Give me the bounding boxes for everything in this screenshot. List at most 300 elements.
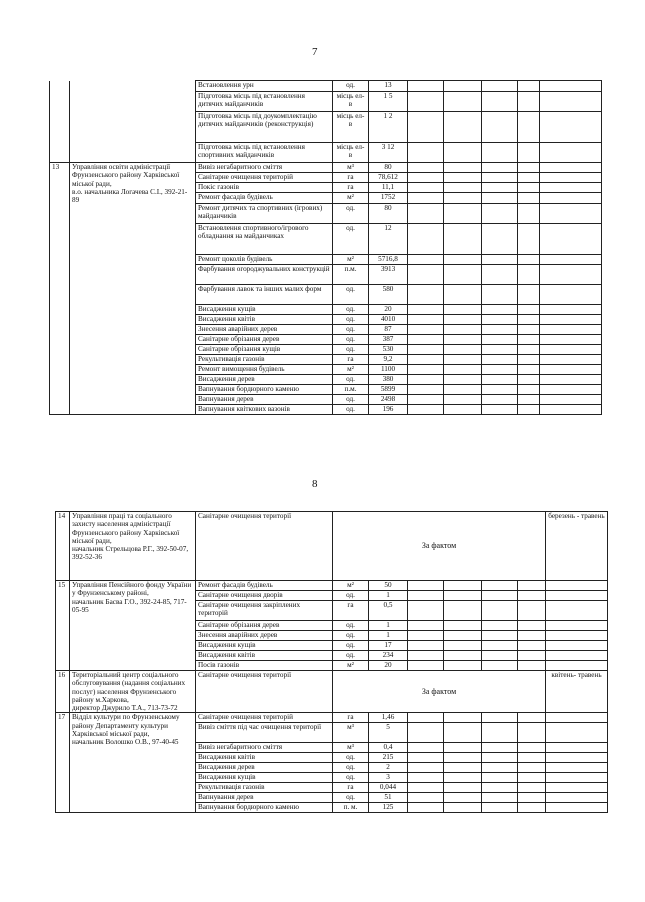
work-cell: Санітарне обрізання кущів: [196, 345, 333, 355]
work-cell: Висадження дерев: [196, 375, 333, 385]
work-cell: Санітарне очищення дворів: [196, 591, 333, 601]
quantity-cell: 5716,8: [369, 255, 408, 265]
quantity-cell: 1: [369, 631, 408, 641]
empty-cell: [546, 723, 608, 743]
empty-cell: [518, 803, 546, 813]
empty-cell: [408, 143, 444, 163]
quantity-cell: 11,1: [369, 183, 408, 193]
work-cell: Висадження кущів: [196, 305, 333, 315]
empty-cell: [518, 793, 546, 803]
work-cell: Ремонт дитячих та спортивних (ігрових) майданчиків: [196, 204, 333, 224]
empty-cell: [482, 315, 518, 325]
number-cell: 16: [56, 671, 70, 713]
empty-cell: [518, 193, 540, 204]
organization-name: Управління праці та соціального захисту населення адміністрації Фрунзенського району Харківської міської ради,: [72, 512, 180, 545]
empty-cell: [444, 405, 482, 415]
unit-cell: м³: [333, 723, 369, 743]
empty-cell: [482, 204, 518, 224]
unit-cell: м²: [333, 255, 369, 265]
empty-cell: [444, 803, 482, 813]
empty-cell: [408, 753, 444, 763]
empty-cell: [540, 163, 602, 173]
empty-cell: [408, 163, 444, 173]
quantity-cell: 5899: [369, 385, 408, 395]
empty-cell: [444, 92, 482, 112]
work-cell: Підготовка місць під встановлення спортивних майданчиків: [196, 143, 333, 163]
empty-cell: [408, 92, 444, 112]
empty-cell: [540, 204, 602, 224]
empty-cell: [482, 601, 518, 621]
empty-cell: [444, 335, 482, 345]
work-cell: Ремонт цоколів будівель: [196, 255, 333, 265]
empty-cell: [482, 173, 518, 183]
empty-cell: [444, 193, 482, 204]
number-cell: 13: [50, 163, 70, 415]
empty-cell: [482, 753, 518, 763]
empty-cell: [482, 395, 518, 405]
empty-cell: [482, 92, 518, 112]
empty-cell: [482, 385, 518, 395]
empty-cell: [518, 365, 540, 375]
quantity-cell: 1,46: [369, 713, 408, 723]
empty-cell: [546, 743, 608, 753]
period-cell: березень - травень: [546, 512, 608, 581]
empty-cell: [518, 631, 546, 641]
quantity-cell: 1100: [369, 365, 408, 375]
unit-cell: од.: [333, 773, 369, 783]
empty-cell: [518, 325, 540, 335]
empty-cell: [444, 315, 482, 325]
empty-cell: [540, 355, 602, 365]
quantity-cell: 0,4: [369, 743, 408, 753]
empty-cell: [408, 285, 444, 305]
work-cell: Рекультивація газонів: [196, 355, 333, 365]
quantity-cell: 13: [369, 81, 408, 92]
quantity-cell: 9,2: [369, 355, 408, 365]
empty-cell: [518, 183, 540, 193]
organization-name: Територіальний центр соціального обслуговування (надання соціальних послуг) населення Фрунзенського району м.Харкова,: [72, 671, 186, 704]
table-row: [50, 163, 602, 173]
work-cell: Санітарне очищення території: [196, 512, 333, 581]
unit-cell: п. м.: [333, 803, 369, 813]
empty-cell: [408, 713, 444, 723]
work-cell: Знесення аварійних дерев: [196, 325, 333, 335]
empty-cell: [540, 183, 602, 193]
table-page-8: [55, 511, 608, 813]
work-cell: Посів газонів: [196, 661, 333, 671]
unit-cell: од.: [333, 335, 369, 345]
work-cell: Знесення аварійних дерев: [196, 631, 333, 641]
quantity-cell: 80: [369, 204, 408, 224]
empty-cell: [444, 143, 482, 163]
empty-cell: [518, 405, 540, 415]
quantity-cell: 234: [369, 651, 408, 661]
empty-cell: [482, 783, 518, 793]
unit-cell: од.: [333, 405, 369, 415]
empty-cell: [444, 265, 482, 285]
empty-cell: [482, 355, 518, 365]
empty-cell: [518, 81, 540, 92]
table-row: [56, 581, 608, 591]
unit-cell: од.: [333, 375, 369, 385]
empty-cell: [546, 601, 608, 621]
unit-cell: од.: [333, 395, 369, 405]
empty-cell: [518, 92, 540, 112]
quantity-cell: 1 5: [369, 92, 408, 112]
unit-cell: од.: [333, 591, 369, 601]
empty-cell: [482, 661, 518, 671]
empty-cell: [408, 193, 444, 204]
empty-cell: [518, 265, 540, 285]
empty-cell: [444, 285, 482, 305]
quantity-cell: 0,5: [369, 601, 408, 621]
quantity-cell: 5: [369, 723, 408, 743]
empty-cell: [408, 355, 444, 365]
unit-cell: м³: [333, 163, 369, 173]
empty-cell: [408, 793, 444, 803]
empty-cell: [518, 163, 540, 173]
empty-cell: [540, 395, 602, 405]
empty-cell: [518, 661, 546, 671]
work-cell: Підготовка місць під доукомплектацію дитячих майданчиків (реконструкція): [196, 112, 333, 143]
empty-cell: [540, 405, 602, 415]
empty-cell: [518, 713, 546, 723]
organization-head: начальник Стрельцова Р.Г., 392-50-07, 392-52-36: [72, 545, 189, 562]
work-cell: Висадження дерев: [196, 763, 333, 773]
work-cell: Висадження кущів: [196, 773, 333, 783]
table-page-7: [49, 80, 602, 415]
number-cell: 14: [56, 512, 70, 581]
empty-cell: [482, 631, 518, 641]
empty-cell: [546, 581, 608, 591]
empty-cell: [546, 763, 608, 773]
empty-cell: [540, 385, 602, 395]
work-cell: Санітарне очищення територій: [196, 713, 333, 723]
empty-cell: [482, 405, 518, 415]
empty-cell: [482, 224, 518, 255]
empty-cell: [444, 365, 482, 375]
empty-cell: [482, 621, 518, 631]
empty-cell: [518, 173, 540, 183]
empty-cell: [546, 713, 608, 723]
empty-cell: [444, 743, 482, 753]
table-row: [56, 512, 608, 581]
unit-cell: місць ел-в: [333, 143, 369, 163]
work-cell: Вапнування бордюрного каменю: [196, 385, 333, 395]
empty-cell: [444, 651, 482, 661]
empty-cell: [482, 763, 518, 773]
work-cell: Висадження квітів: [196, 315, 333, 325]
empty-cell: [540, 315, 602, 325]
empty-cell: [482, 641, 518, 651]
empty-cell: [546, 621, 608, 631]
empty-cell: [408, 621, 444, 631]
empty-cell: [482, 773, 518, 783]
unit-cell: п.м.: [333, 385, 369, 395]
empty-cell: [482, 183, 518, 193]
empty-cell: [408, 773, 444, 783]
unit-cell: од.: [333, 285, 369, 305]
empty-cell: [408, 204, 444, 224]
empty-cell: [482, 713, 518, 723]
empty-cell: [482, 112, 518, 143]
empty-cell: [408, 265, 444, 285]
empty-cell: [540, 193, 602, 204]
unit-cell: од.: [333, 631, 369, 641]
unit-cell: од.: [333, 224, 369, 255]
empty-cell: [540, 335, 602, 345]
quantity-cell: 530: [369, 345, 408, 355]
empty-cell: [540, 255, 602, 265]
empty-cell: [482, 591, 518, 601]
unit-cell: м²: [333, 581, 369, 591]
unit-cell: од.: [333, 621, 369, 631]
empty-cell: [540, 285, 602, 305]
unit-cell: м³: [333, 743, 369, 753]
unit-cell: од.: [333, 651, 369, 661]
empty-cell: [444, 204, 482, 224]
work-cell: Санітарне очищення території: [196, 671, 333, 713]
unit-cell: га: [333, 713, 369, 723]
empty-cell: [518, 204, 540, 224]
empty-cell: [444, 641, 482, 651]
quantity-cell: 1 2: [369, 112, 408, 143]
organization-head: директор Джурило Т.А., 713-73-72: [72, 704, 178, 713]
empty-cell: [540, 112, 602, 143]
empty-cell: [444, 713, 482, 723]
empty-cell: [444, 661, 482, 671]
quantity-cell: 4010: [369, 315, 408, 325]
empty-cell: [540, 224, 602, 255]
quantity-cell: 50: [369, 581, 408, 591]
quantity-cell: 51: [369, 793, 408, 803]
empty-cell: [546, 803, 608, 813]
empty-cell: [540, 305, 602, 315]
empty-cell: [546, 641, 608, 651]
empty-cell: [444, 621, 482, 631]
organization-head: начальник Басва Г.О., 392-24-85, 717-05-95: [72, 597, 187, 614]
work-cell: Ремонт фасадів будівель: [196, 581, 333, 591]
empty-cell: [408, 783, 444, 793]
empty-cell: [444, 385, 482, 395]
work-cell: Санітарне очищення територій: [196, 173, 333, 183]
organization-name: Управління Пенсійного фонду України у Фрунзенському районі,: [72, 581, 192, 598]
quantity-cell: 3: [369, 773, 408, 783]
quantity-cell: 0,044: [369, 783, 408, 793]
empty-cell: [518, 112, 540, 143]
work-cell: Покіс газонів: [196, 183, 333, 193]
empty-cell: [482, 345, 518, 355]
work-cell: Ремонт фасадів будівель: [196, 193, 333, 204]
empty-cell: [518, 395, 540, 405]
organization-name: Відділ культури по Фрунзенському району Департаменту культури Харківської міської ради,: [72, 713, 180, 738]
empty-cell: [518, 641, 546, 651]
empty-cell: [518, 335, 540, 345]
empty-cell: [482, 581, 518, 591]
empty-cell: [444, 723, 482, 743]
empty-cell: [546, 783, 608, 793]
empty-cell: [444, 793, 482, 803]
empty-cell: [408, 375, 444, 385]
quantity-cell: 1: [369, 621, 408, 631]
empty-cell: [408, 763, 444, 773]
empty-cell: [408, 803, 444, 813]
quantity-cell: 196: [369, 405, 408, 415]
work-cell: Фарбування лавок та інших малих форм: [196, 285, 333, 305]
empty-cell: [518, 305, 540, 315]
organization-cell: [70, 163, 196, 415]
empty-cell: [408, 601, 444, 621]
empty-cell: [482, 325, 518, 335]
empty-cell: [408, 335, 444, 345]
organization-cell: [70, 81, 196, 163]
unit-cell: од.: [333, 345, 369, 355]
empty-cell: [540, 345, 602, 355]
empty-cell: [540, 365, 602, 375]
empty-cell: [518, 723, 546, 743]
empty-cell: [482, 81, 518, 92]
empty-cell: [482, 193, 518, 204]
empty-cell: [482, 743, 518, 753]
empty-cell: [444, 224, 482, 255]
empty-cell: [518, 743, 546, 753]
quantity-cell: 2: [369, 763, 408, 773]
unit-cell: м²: [333, 661, 369, 671]
number-cell: [50, 81, 70, 163]
page-number: 8: [312, 478, 318, 490]
empty-cell: [546, 793, 608, 803]
empty-cell: [482, 365, 518, 375]
quantity-cell: 20: [369, 305, 408, 315]
quantity-cell: 125: [369, 803, 408, 813]
empty-cell: [408, 395, 444, 405]
empty-cell: [444, 81, 482, 92]
unit-cell: га: [333, 355, 369, 365]
unit-cell: п.м.: [333, 265, 369, 285]
empty-cell: [546, 631, 608, 641]
empty-cell: [408, 661, 444, 671]
empty-cell: [408, 743, 444, 753]
unit-cell: од.: [333, 753, 369, 763]
empty-cell: [408, 641, 444, 651]
empty-cell: [540, 265, 602, 285]
empty-cell: [408, 315, 444, 325]
empty-cell: [444, 325, 482, 335]
period-cell: квітень- травень: [546, 671, 608, 713]
table-row: [56, 713, 608, 723]
empty-cell: [546, 651, 608, 661]
work-cell: Вивіз негабаритного сміття: [196, 163, 333, 173]
quantity-cell: 387: [369, 335, 408, 345]
work-cell: Підготовка місць під встановлення дитячих майданчиків: [196, 92, 333, 112]
work-cell: Встановлення урн: [196, 81, 333, 92]
empty-cell: [408, 591, 444, 601]
empty-cell: [482, 793, 518, 803]
fact-cell: За фактом: [333, 671, 546, 713]
empty-cell: [546, 661, 608, 671]
empty-cell: [518, 345, 540, 355]
page-number: 7: [312, 46, 318, 58]
empty-cell: [540, 375, 602, 385]
empty-cell: [444, 355, 482, 365]
work-cell: Висадження кущів: [196, 641, 333, 651]
empty-cell: [482, 335, 518, 345]
organization-cell: [70, 671, 196, 713]
work-cell: Висадження квітів: [196, 651, 333, 661]
unit-cell: м²: [333, 365, 369, 375]
quantity-cell: 215: [369, 753, 408, 763]
empty-cell: [482, 285, 518, 305]
empty-cell: [408, 581, 444, 591]
unit-cell: од.: [333, 81, 369, 92]
quantity-cell: 2498: [369, 395, 408, 405]
empty-cell: [518, 581, 546, 591]
empty-cell: [482, 163, 518, 173]
empty-cell: [408, 365, 444, 375]
empty-cell: [518, 763, 546, 773]
unit-cell: од.: [333, 793, 369, 803]
empty-cell: [518, 783, 546, 793]
empty-cell: [444, 631, 482, 641]
work-cell: Санітарне обрізання дерев: [196, 335, 333, 345]
unit-cell: од.: [333, 305, 369, 315]
work-cell: Вапнування дерев: [196, 395, 333, 405]
empty-cell: [444, 601, 482, 621]
empty-cell: [408, 224, 444, 255]
organization-cell: [70, 581, 196, 671]
empty-cell: [408, 385, 444, 395]
table-row: [56, 671, 608, 713]
unit-cell: м²: [333, 193, 369, 204]
empty-cell: [444, 783, 482, 793]
quantity-cell: 87: [369, 325, 408, 335]
quantity-cell: 80: [369, 163, 408, 173]
fact-cell: За фактом: [333, 512, 546, 581]
quantity-cell: 1752: [369, 193, 408, 204]
empty-cell: [482, 375, 518, 385]
empty-cell: [444, 255, 482, 265]
unit-cell: од.: [333, 315, 369, 325]
empty-cell: [546, 591, 608, 601]
work-cell: Рекультивація газонів: [196, 783, 333, 793]
empty-cell: [518, 255, 540, 265]
empty-cell: [482, 305, 518, 315]
unit-cell: од.: [333, 204, 369, 224]
organization-cell: [70, 512, 196, 581]
organization-cell: [70, 713, 196, 813]
empty-cell: [408, 631, 444, 641]
empty-cell: [408, 345, 444, 355]
empty-cell: [408, 651, 444, 661]
empty-cell: [540, 81, 602, 92]
empty-cell: [518, 143, 540, 163]
empty-cell: [444, 173, 482, 183]
organization-name: Управління освіти адміністрації Фрунзенського району Харківської міської ради,: [72, 163, 180, 188]
empty-cell: [408, 723, 444, 743]
work-cell: Вапнування бордюрного каменю: [196, 803, 333, 813]
table-row: [50, 81, 602, 92]
work-cell: Висадження квітів: [196, 753, 333, 763]
work-cell: Ремонт вимощення будівель: [196, 365, 333, 375]
work-cell: Санітарне очищення закріплених територій: [196, 601, 333, 621]
empty-cell: [482, 803, 518, 813]
empty-cell: [546, 773, 608, 783]
empty-cell: [408, 112, 444, 143]
quantity-cell: 17: [369, 641, 408, 651]
empty-cell: [482, 255, 518, 265]
unit-cell: од.: [333, 763, 369, 773]
empty-cell: [444, 163, 482, 173]
